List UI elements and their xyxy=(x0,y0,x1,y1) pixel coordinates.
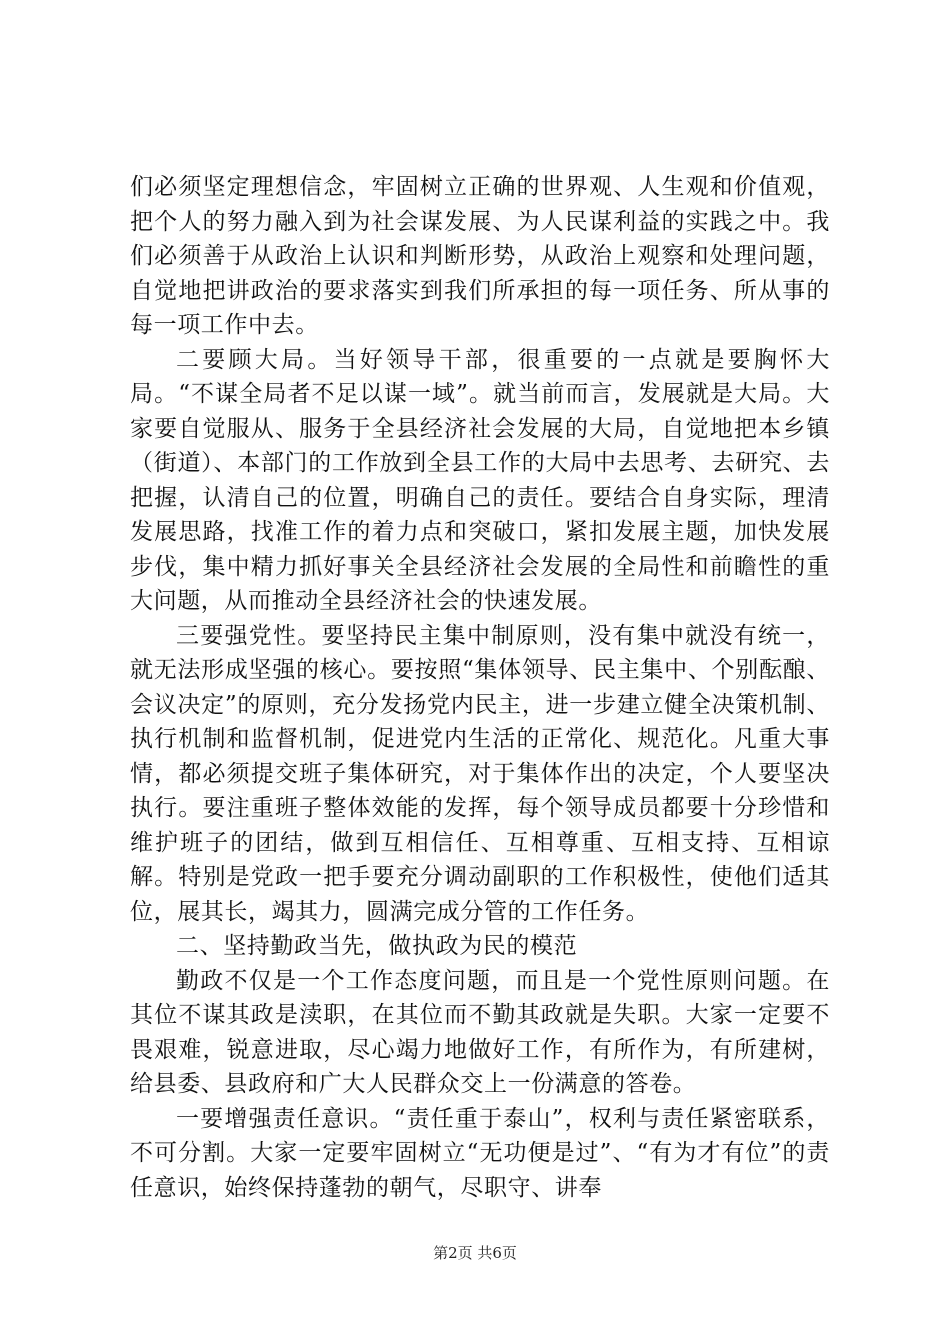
document-body xyxy=(130,170,830,1205)
paragraph-gu-daju: 二要顾大局。当好领导干部，很重要的一点就是要胸怀大局。“不谋全局者不足以谋一域”。就当前而言，发展就是大局。大家要自觉服从、服务于全县经济社会发展的大局，自觉地把本乡镇（街道）、本部门的工作放到全县工作的大局中去思考、去研究、去把握，认清自己的位置，明确自己的责任。要结合自身实际，理清发展思路，找准工作的着力点和突破口，紧扣发展主题，加快发展步伐，集中精力抓好事关全县经济社会发展的全局性和前瞻性的重大问题，从而推动全县经济社会的快速发展。 xyxy=(130,346,830,614)
page-number-footer: 第2页 共6页 xyxy=(433,1244,517,1262)
paragraph-qiang-dangxing: 三要强党性。要坚持民主集中制原则，没有集中就没有统一，就无法形成坚强的核心。要按照“集体领导、民主集中、个别酝酿、会议决定”的原则，充分发扬党内民主，进一步建立健全决策机制、执行机制和监督机制，促进党内生活的正常化、规范化。凡重大事情，都必须提交班子集体研究，对于集体作出的决定，个人要坚决执行。要注重班子整体效能的发挥，每个领导成员都要十分珍惜和维护班子的团结，做到互相信任、互相尊重、互相支持、互相谅解。特别是党政一把手要充分调动副职的工作积极性，使他们适其位，展其长，竭其力，圆满完成分管的工作任务。 xyxy=(130,622,830,925)
section-heading-qinzheng: 二、坚持勤政当先，做执政为民的模范 xyxy=(176,933,578,959)
paragraph-zeren-yishi: 一要增强责任意识。“责任重于泰山”，权利与责任紧密联系，不可分割。大家一定要牢固树立“无功便是过”、“有为才有位”的责任意识，始终保持蓬勃的朝气，尽职守、讲奉 xyxy=(130,1105,830,1201)
paragraph-continuation: 们必须坚定理想信念，牢固树立正确的世界观、人生观和价值观，把个人的努力融入到为社会谋发展、为人民谋利益的实践之中。我们必须善于从政治上认识和判断形势，从政治上观察和处理问题，自觉地把讲政治的要求落实到我们所承担的每一项任务、所从事的每一项工作中去。 xyxy=(130,174,830,338)
paragraph-qinzheng: 勤政不仅是一个工作态度问题，而且是一个党性原则问题。在其位不谋其政是渎职，在其位而不勤其政就是失职。大家一定要不畏艰难，锐意进取，尽心竭力地做好工作，有所作为，有所建树，给县委、县政府和广大人民群众交上一份满意的答卷。 xyxy=(130,967,830,1097)
